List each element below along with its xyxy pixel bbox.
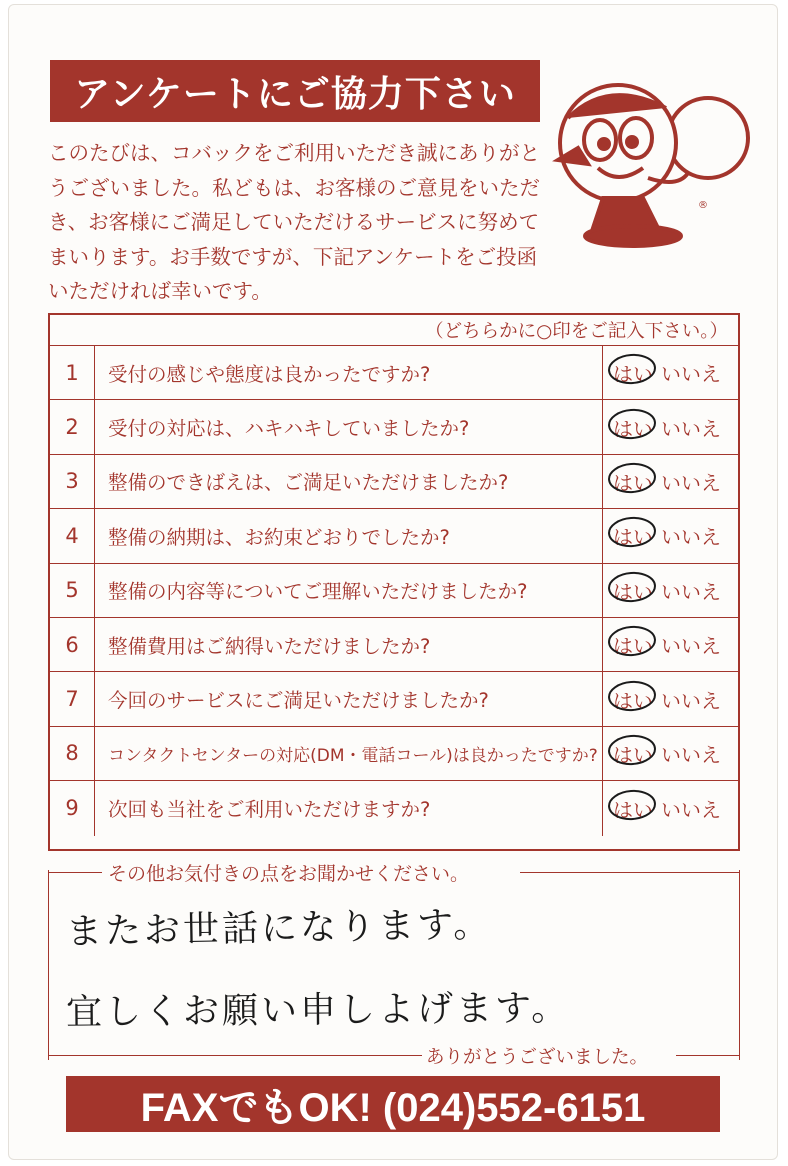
question-row [50,400,738,454]
answer-no-option[interactable]: いいえ [661,470,721,495]
page-title: アンケートにご協力下さい [50,60,540,122]
question-text: 整備の納期は、お約束どおりでしたか? [108,525,450,549]
answer-yes-label: はい [613,416,653,441]
question-row [50,564,738,618]
comment-label: その他お気付きの点をお聞かせください。 [104,859,473,886]
answer-yes-option[interactable] [609,521,657,550]
question-text: 今回のサービスにご満足いただけましたか? [108,689,489,713]
intro-text: このたびは、コバックをご利用いただき誠にありがとうございました。私どもは、お客様のご意見をいただき、お客様にご満足していただけるサービスに努めてまいります。お手数ですが、下記アンケートをご投函いただければ幸いです。 [48,141,540,303]
question-text: 受付の対応は、ハキハキしていましたか? [108,417,470,441]
answer-no-option[interactable]: いいえ [661,579,721,604]
answer-options [602,400,738,453]
question-number: 5 [50,564,95,617]
answer-yes-option[interactable] [609,685,657,714]
answer-no-option[interactable]: いいえ [661,362,721,387]
question-text: 整備のできばえは、ご満足いただけましたか? [108,471,509,495]
answer-yes-label: はい [613,797,653,822]
answer-options [602,346,738,399]
question-text: 整備の内容等についてご理解いただけましたか? [108,580,528,604]
answer-options [602,727,738,780]
answer-yes-label: はい [613,688,653,713]
handwritten-comment-line: 宜しくお願い申しよげます。 [65,987,571,1034]
answer-options [602,618,738,671]
question-row [50,346,738,400]
question-number: 1 [50,346,95,399]
question-row [50,455,738,509]
question-number: 4 [50,509,95,562]
question-text: 次回も当社をご利用いただけますか? [108,798,431,822]
answer-yes-option[interactable] [609,576,657,605]
answer-yes-option[interactable] [609,467,657,496]
question-number: 9 [50,781,95,835]
answer-options [602,509,738,562]
survey-instruction: （どちらかに○印をご記入下さい。） [50,315,738,346]
answer-no-option[interactable]: いいえ [661,688,721,713]
question-number: 2 [50,400,95,453]
question-row [50,509,738,563]
thanks-text: ありがとうございました。 [426,1047,649,1068]
answer-yes-label: はい [613,362,653,387]
question-number: 8 [50,727,95,780]
question-row [50,781,738,835]
question-number: 6 [50,618,95,671]
question-row [50,672,738,726]
answer-yes-option[interactable] [609,794,657,823]
answer-options [602,781,738,835]
answer-no-option[interactable]: いいえ [661,797,721,822]
survey-table [48,313,740,851]
answer-options [602,672,738,725]
answer-yes-label: はい [613,579,653,604]
answer-yes-option[interactable] [609,630,657,659]
registered-mark: ® [698,200,708,211]
question-text: コンタクトセンターの対応(DM・電話コール)は良かったですか? [108,745,598,766]
answer-options [602,455,738,508]
answer-yes-label: はい [613,470,653,495]
question-text: 整備費用はご納得いただけましたか? [108,634,431,658]
fax-banner: FAXでもOK! (024)552-6151 [66,1076,720,1132]
comment-border-line [520,872,740,873]
answer-yes-option[interactable] [609,413,657,442]
answer-no-option[interactable]: いいえ [661,416,721,441]
answer-no-option[interactable]: いいえ [661,742,721,767]
mascot-illustration [548,68,758,258]
answer-yes-option[interactable] [609,739,657,768]
answer-no-option[interactable]: いいえ [661,634,721,659]
question-number: 7 [50,672,95,725]
answer-options [602,564,738,617]
comment-border-line [48,872,102,873]
answer-yes-label: はい [613,525,653,550]
question-row [50,727,738,781]
comment-border-line [48,1055,422,1056]
answer-yes-option[interactable] [609,358,657,387]
question-number: 3 [50,455,95,508]
question-row [50,618,738,672]
answer-no-option[interactable]: いいえ [661,525,721,550]
answer-yes-label: はい [613,634,653,659]
question-text: 受付の感じや態度は良かったですか? [108,362,431,386]
answer-yes-label: はい [613,742,653,767]
handwritten-comment-line: またお世話になります。 [65,904,493,953]
comment-border-line [676,1055,740,1056]
